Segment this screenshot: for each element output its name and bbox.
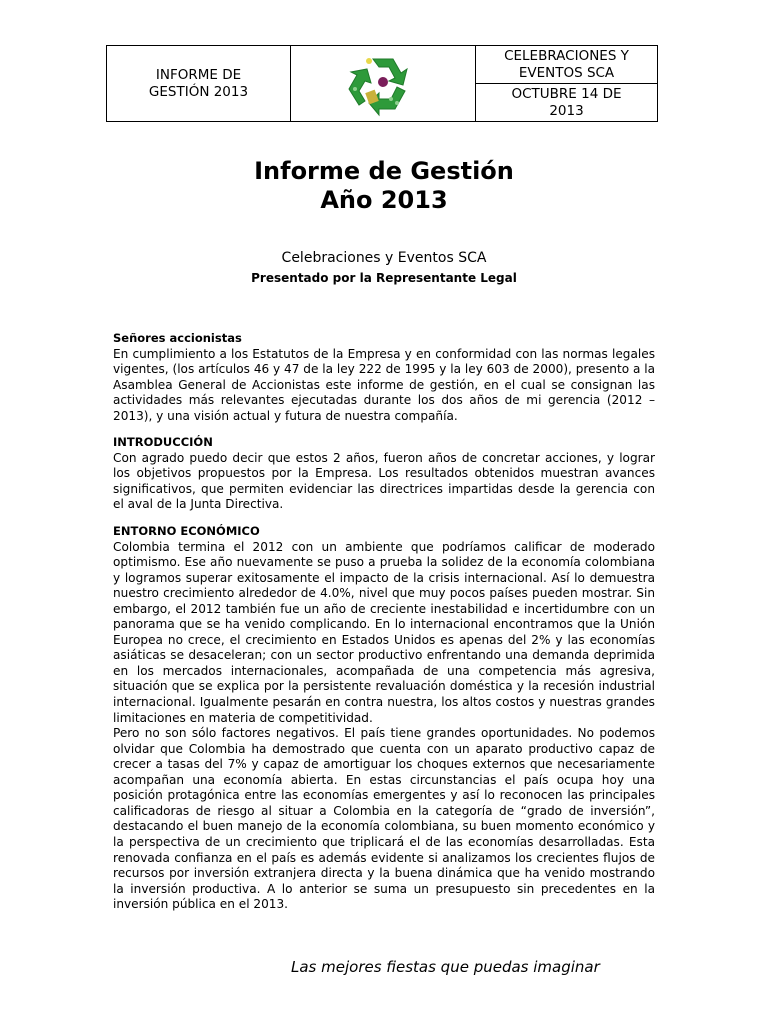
greeting-paragraph: En cumplimiento a los Estatutos de la Empresa y en conformidad con las normas legales vigentes, (los artículos 46 y 47 de la ley 222 de 1995 y la ley 603 de 2000), presento a la Asamblea General de Accionistas este informe de gestión, en el cual se consignan las actividades más relevantes ejecutadas durante los dos años de mi gerencia (2012 – 2013), y una visión actual y futura de nuestra compañía. — [113, 346, 655, 423]
economy-heading: ENTORNO ECONÓMICO — [113, 524, 260, 539]
intro-paragraph: Con agrado puedo decir que estos 2 años, fueron años de concretar acciones, y lograr los objetivos propuestos por la Empresa. Los resultados obtenidos muestran avances significativos, que permiten evidenciar las directrices impartidas desde la gerencia con el aval de la Junta Directiva. — [113, 450, 655, 512]
greeting-heading: Señores accionistas — [113, 331, 242, 345]
header-company-line1: CELEBRACIONES Y — [504, 47, 629, 64]
footer-slogan: Las mejores fiestas que puedas imaginar — [291, 958, 600, 976]
header-report-line1: INFORME DE — [155, 66, 242, 83]
recycle-logo-icon — [343, 49, 423, 119]
presented-by: Presentado por la Representante Legal — [251, 271, 517, 285]
intro-heading: INTRODUCCIÓN — [113, 435, 213, 450]
header-report-cell — [107, 46, 291, 122]
header-report-line2: GESTIÓN 2013 — [148, 83, 249, 100]
header-company-cell — [476, 46, 658, 84]
page-title-line2: Año 2013 — [320, 186, 448, 214]
economy-paragraph-1: Colombia termina el 2012 con un ambiente que podríamos calificar de moderado optimismo. Ese año nuevamente se puso a prueba la solidez de la economía colombiana y logramos superar exitosamente el impacto de la crisis internacional. Así lo demuestra nuestro crecimiento alrededor de 4.0%, nivel que muy pocos países pueden mostrar. Sin embargo, el 2012 también fue un año de creciente inestabilidad e incertidumbre con un panorama que se ha venido complicando. En lo internacional encontramos que la Unión Europea no crece, el crecimiento en Estados Unidos es apenas del 2% y las economías asiáticas se desaceleran; con un sector productivo enfrentando una demanda deprimida en los mercados internacionales, acompañada de una competencia más agresiva, situación que se explica por la persistente revaluación doméstica y la recesión industrial internacional. Igualmente pesarán en contra nuestra, los altos costos y nuestras grandes limitaciones en materia de competitividad. — [113, 539, 655, 725]
report-body — [113, 331, 655, 913]
company-subtitle: Celebraciones y Eventos SCA — [281, 250, 487, 266]
header-date-line1: OCTUBRE 14 DE — [511, 85, 622, 102]
header-date-line2: 2013 — [549, 102, 584, 119]
page-title — [0, 157, 768, 215]
document-header-table — [106, 45, 658, 122]
header-date-cell — [476, 84, 658, 122]
page-title-line1: Informe de Gestión — [254, 157, 514, 185]
economy-paragraph-2: Pero no son sólo factores negativos. El país tiene grandes oportunidades. No podemos olvidar que Colombia ha demostrado que cuenta con un aparato productivo capaz de crecer a tasas del 7% y capaz de amortiguar los choques externos que necesariamente acompañan una economía abierta. En estas circunstancias el país ocupa hoy una posición protagónica entre las economías emergentes y así lo reconocen las principales calificadoras de riesgo al situar a Colombia en la categoría de “grado de inversión”, destacando el buen manejo de la economía colombiana, su buen momento económico y la perspectiva de un crecimiento que triplicará el de las economías desarrolladas. Esta renovada confianza en el país es además evidente si analizamos los crecientes flujos de recursos por inversión extranjera directa y la buena dinámica que ha venido mostrando la inversión productiva. A lo anterior se suma un presupuesto sin precedentes en la inversión pública en el 2013. — [113, 726, 655, 912]
header-company-line2: EVENTOS SCA — [518, 64, 615, 81]
header-logo-cell — [291, 46, 476, 122]
